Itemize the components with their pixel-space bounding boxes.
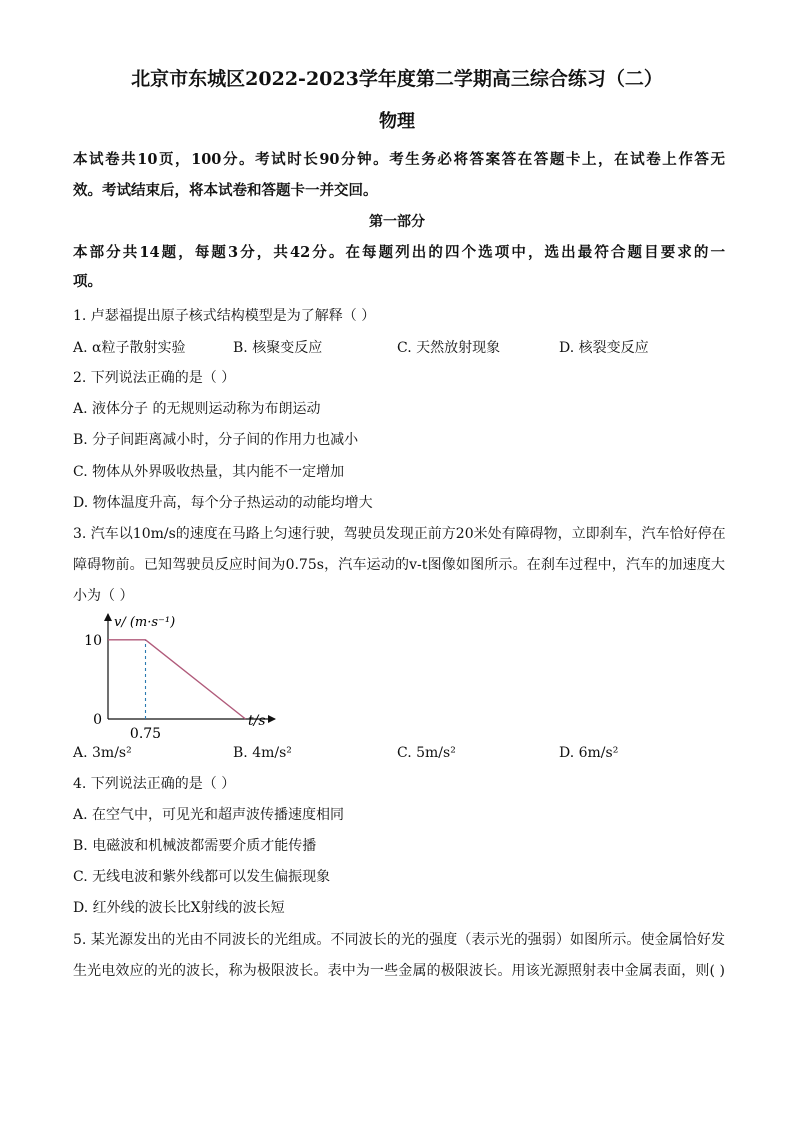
q3-option-c: C. 5m/s² [397, 745, 456, 761]
q1-option-a: A. α粒子散射实验 [73, 340, 186, 356]
q2-option-d: D. 物体温度升高，每个分子热运动的动能均增大 [73, 495, 373, 511]
q3-option-d: D. 6m/s² [559, 745, 619, 761]
q3-stem-line-1: 3. 汽车以10m/s的速度在马路上匀速行驶，驾驶员发现正前方20米处有障碍物，立即刹车，汽车恰好停在 [73, 526, 726, 542]
y-tick-label: 10 [84, 632, 102, 649]
q4-option-c: C. 无线电波和紫外线都可以发生偏振现象 [73, 869, 331, 885]
q4-stem: 4. 下列说法正确的是（ ） [73, 776, 236, 792]
q2-option-b: B. 分子间距离减小时，分子间的作用力也减小 [73, 432, 359, 448]
x-axis-label: t/s [248, 713, 266, 729]
subject-title: 物理 [379, 111, 415, 132]
q1-option-b: B. 核聚变反应 [233, 340, 323, 356]
y-axis-label: v/ (m·s⁻¹) [114, 615, 176, 630]
q2-option-a: A. 液体分子 的无规则运动称为布朗运动 [73, 401, 321, 417]
exam-title: 北京市东城区2022-2023学年度第二学期高三综合练习（二） [131, 68, 663, 90]
vt-graph [78, 606, 278, 746]
q2-stem: 2. 下列说法正确的是（ ） [73, 370, 236, 386]
q3-stem-line-2: 障碍物前。已知驾驶员反应时间为0.75s，汽车运动的v-t图像如图所示。在刹车过程中，汽车的加速度大 [73, 557, 725, 573]
instructions-line-2: 效。考试结束后，将本试卷和答题卡一并交回。 [73, 182, 378, 199]
q5-stem-line-1: 5. 某光源发出的光由不同波长的光组成。不同波长的光的强度（表示光的强弱）如图所示。使金属恰好发 [73, 932, 725, 948]
velocity-line [108, 640, 246, 719]
part-heading: 第一部分 [369, 214, 425, 230]
q3-stem-line-3: 小为（ ） [73, 588, 134, 604]
q4-option-b: B. 电磁波和机械波都需要介质才能传播 [73, 838, 317, 854]
q4-option-a: A. 在空气中，可见光和超声波传播速度相同 [73, 807, 345, 823]
q1-stem: 1. 卢瑟福提出原子核式结构模型是为了解释（ ） [73, 308, 376, 324]
q2-option-c: C. 物体从外界吸收热量，其内能不一定增加 [73, 464, 345, 480]
q5-stem-line-2: 生光电效应的光的波长，称为极限波长。表中为一些金属的极限波长。用该光源照射表中金属表面，则( ) [73, 963, 725, 979]
x-tick-label: 0.75 [129, 726, 162, 742]
q3-option-a: A. 3m/s² [73, 745, 132, 761]
q3-option-b: B. 4m/s² [233, 745, 292, 761]
instructions-line-1: 本试卷共10页，100分。考试时长90分钟。考生务必将答案答在答题卡上，在试卷上作答无 [73, 151, 725, 168]
origin-label: 0 [93, 712, 102, 728]
part-intro-line-2: 项。 [73, 273, 102, 290]
q4-option-d: D. 红外线的波长比X射线的波长短 [73, 900, 285, 916]
part-intro-line-1: 本部分共14题，每题3分，共42分。在每题列出的四个选项中，选出最符合题目要求的一 [73, 244, 725, 261]
q1-option-c: C. 天然放射现象 [397, 340, 501, 356]
q1-option-d: D. 核裂变反应 [559, 340, 649, 356]
